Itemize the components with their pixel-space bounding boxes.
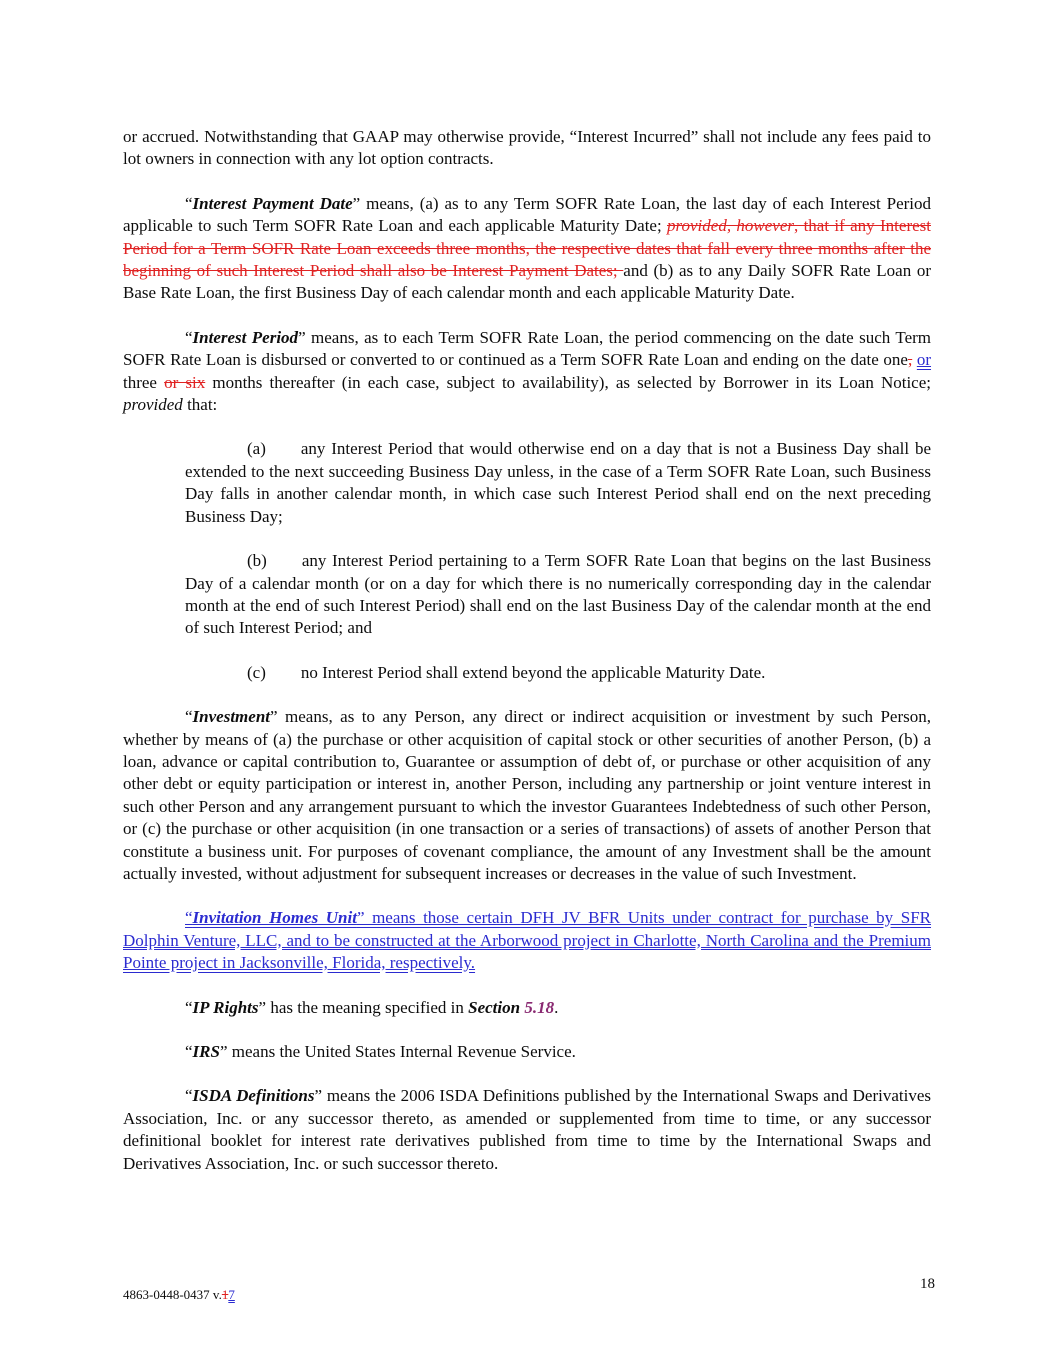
text-run: ” means the 2006 ISDA Definitions published by the International Swaps and Derivatives Association, Inc. or any successor thereto, as amended or supplemented from time to time, or any successor definitional booklet for interest rate derivatives published from time to time by the International Swaps and Derivatives Association, Inc. or such successor thereto. [123,1086,931,1173]
defined-term: IP Rights [192,997,259,1017]
paragraph [123,997,931,1019]
text-run: (c) [247,662,266,682]
paragraph [185,662,931,684]
inserted-text-run: ” means those certain DFH JV BFR Units under contract for purchase by SFR Dolphin Venture, LLC, and to be constructed at the Arborwood project in Charlotte, North Carolina and the Premium Pointe project in Jacksonville, Florida, respectively. [123,908,932,973]
text-run: and (b) as to any Daily SOFR Rate Loan or Base Rate Loan, the first Business Day of each calendar month and each applicable Maturity Date. [123,261,932,303]
deleted-text-run: 1 [221,1287,229,1302]
italic-text-run: provided [123,395,183,415]
inserted-text-run: 7 [228,1287,235,1302]
paragraph [123,126,931,171]
defined-term: Interest Payment Date [192,193,353,213]
deleted-text-run: , [907,350,913,370]
inserted-text-run: “ [185,908,193,928]
paragraph [123,1085,931,1175]
text-run: that: [182,395,218,415]
text-run: ” has the meaning specified in [258,997,469,1017]
defined-term: Investment [192,707,270,727]
text-run: . [554,997,559,1017]
text-run: “ [185,327,193,347]
text-run: any Interest Period pertaining to a Term SOFR Rate Loan that begins on the last Business Day of a calendar month (or on a day for which there is no numerically corresponding day in the calendar month at the end of such Interest Period) shall end on the last Business Day of the calendar month at the end of such Interest Period; and [185,551,931,638]
paragraph [123,706,931,885]
deleted-text-run: , that if any Interest Period for a Term SOFR Rate Loan exceeds three months, the respective dates that fall every three months after the beginning of such Interest Period shall also be Interest Payment Dates; [123,216,931,281]
paragraph [185,550,931,640]
paragraph [123,193,931,305]
defined-term: Section [468,997,525,1017]
paragraph [123,907,931,974]
text-run: ” means, as to each Term SOFR Rate Loan, the period commencing on the date such Term SOFR Rate Loan is disbursed or converted to or continued as a Term SOFR Rate Loan and ending on the date one [123,327,931,370]
text-run: ” means the United States Internal Revenue Service. [219,1042,576,1061]
text-run: any Interest Period that would otherwise end on a day that is not a Business Day shall be extended to the next succeeding Business Day unless, in the case of a Term SOFR Rate Loan, such Business Day falls in another calendar month, in which case such Interest Period shall end on the next preceding Business Day; [185,439,931,526]
text-run: “ [185,1086,193,1106]
document-id-footer [123,1287,235,1303]
text-run: 4863-0448-0437 v. [123,1287,222,1302]
defined-term: IRS [192,1042,220,1061]
paragraph [123,327,931,417]
text-run: (a) [247,439,266,459]
defined-term: Interest Period [192,327,299,347]
inserted-text-run: or [916,350,932,370]
defined-term: ISDA Definitions [192,1086,315,1106]
text-run: three [123,372,165,392]
text-run: ” means, (a) as to any Term SOFR Rate Loan, the last day of each Interest Period applicable to such Term SOFR Rate Loan and each applicable Maturity Date; [123,193,932,236]
text-run: ” means, as to any Person, any direct or indirect acquisition or investment by such Person, whether by means of (a) the purchase or other acquisition of capital stock or other securities of another Person, (b) a loan, advance or capital contribution to, Guarantee or assumption of debt of, or purchase or other acquisition of any other debt or equity participation or interest in, another Person, including any partnership or joint venture interest in such other Person and any arrangement pursuant to which the investor Guarantees Indebtedness of such other Person, or (c) the purchase or other acquisition (in one transaction or a series of transactions) of assets of another Person that constitute a business unit. For purposes of covenant compliance, the amount of any Investment shall be the amount actually invested, without adjustment for subsequent increases or decreases in the value of such Investment. [123,707,931,883]
text-run: “ [185,997,193,1017]
text-run: or accrued. Notwithstanding that GAAP may otherwise provide, “Interest Incurred” shall not include any fees paid to lot owners in connection with any lot option contracts. [123,127,931,169]
text-run: “ [185,193,193,213]
deleted-text-run: provided, however [667,216,794,236]
paragraph [123,1041,931,1063]
paragraph [185,438,931,528]
section-reference-link[interactable]: 5.18 [524,997,555,1017]
text-run: no Interest Period shall extend beyond the applicable Maturity Date. [300,662,766,682]
text-run: months thereafter (in each case, subject to availability), as selected by Borrower in its Loan Notice; [205,372,931,392]
text-run: “ [185,707,193,727]
inserted-text-run: Invitation Homes Unit [192,908,357,928]
deleted-text-run: or six [164,372,206,392]
text-run: “ [185,1042,193,1061]
document-body [123,126,931,1197]
page-number: 18 [920,1276,935,1292]
text-run: (b) [247,551,267,571]
